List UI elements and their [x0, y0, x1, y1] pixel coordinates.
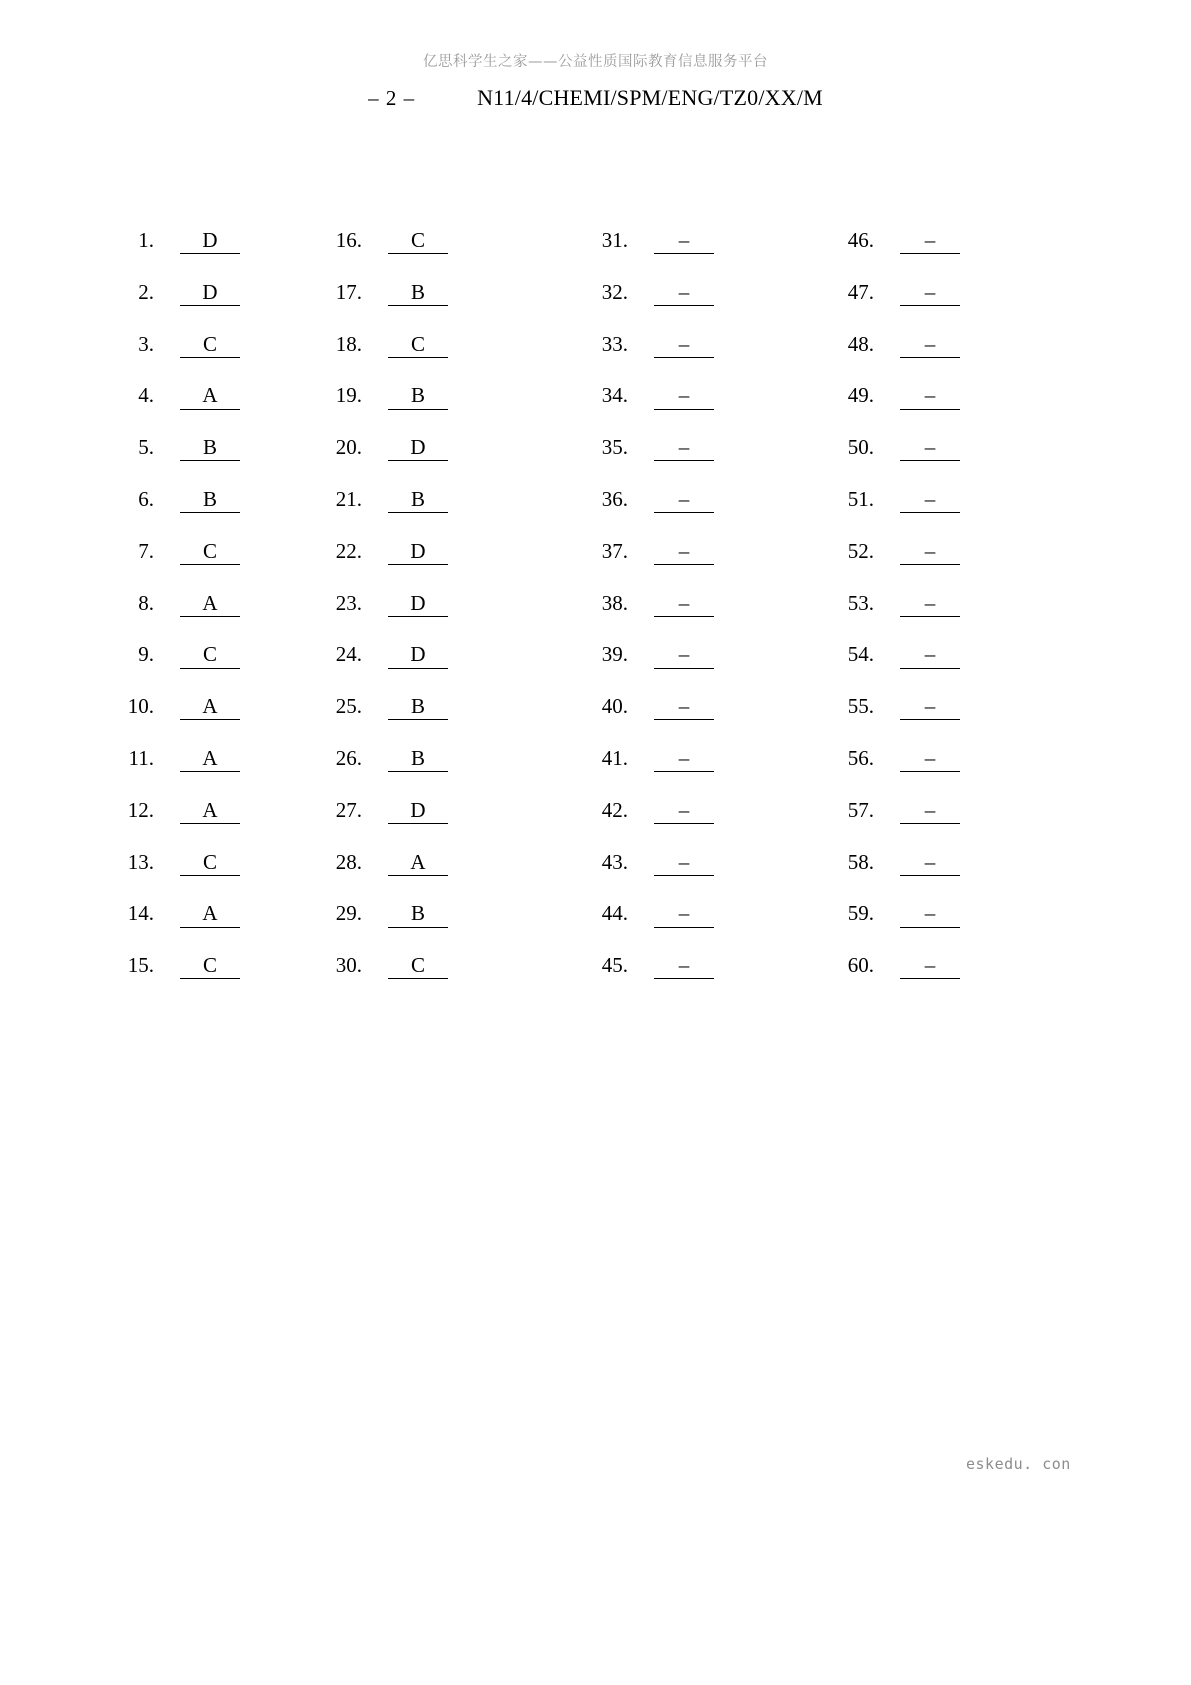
question-number: 56. [847, 745, 874, 770]
question-number: 52. [847, 538, 874, 563]
answer-value: A [180, 798, 240, 824]
question-number: 23. [335, 590, 362, 615]
answer-value: C [180, 642, 240, 668]
answer-row [574, 383, 714, 435]
question-number: 44. [601, 901, 628, 926]
answer-value: B [388, 746, 448, 772]
answer-row [308, 746, 448, 798]
question-number: 59. [847, 901, 874, 926]
question-number: 58. [847, 849, 874, 874]
question-number: 53. [847, 590, 874, 615]
answer-row [574, 850, 714, 902]
answer-row [308, 694, 448, 746]
answer-value: – [654, 539, 714, 565]
question-number: 48. [847, 331, 874, 356]
bottom-watermark: eskedu. con [966, 1455, 1071, 1473]
answer-row [100, 901, 240, 953]
answer-value: – [900, 694, 960, 720]
answer-value: D [180, 228, 240, 254]
answer-row [820, 228, 960, 280]
answer-value: C [180, 953, 240, 979]
question-number: 39. [601, 642, 628, 667]
answer-value: – [900, 435, 960, 461]
answer-value: A [180, 383, 240, 409]
question-number: 14. [127, 901, 154, 926]
answer-row [820, 591, 960, 643]
question-number: 30. [335, 953, 362, 978]
answer-row [820, 746, 960, 798]
answer-value: – [654, 383, 714, 409]
question-number: 25. [335, 694, 362, 719]
question-number: 32. [601, 279, 628, 304]
answer-value: – [654, 850, 714, 876]
answer-row [308, 280, 448, 332]
answer-value: – [900, 591, 960, 617]
answer-row [308, 642, 448, 694]
answer-row [308, 953, 448, 1005]
answer-row [100, 694, 240, 746]
question-number: 2. [138, 279, 154, 304]
answer-value: – [900, 850, 960, 876]
question-number: 57. [847, 797, 874, 822]
top-watermark: 亿思科学生之家——公益性质国际教育信息服务平台 [423, 54, 768, 70]
answer-value: – [654, 280, 714, 306]
question-number: 46. [847, 228, 874, 252]
answer-row [820, 953, 960, 1005]
answer-row [820, 487, 960, 539]
answer-value: C [180, 539, 240, 565]
answer-value: C [388, 332, 448, 358]
answer-column-2 [308, 228, 448, 1005]
answer-row [820, 280, 960, 332]
answer-row [574, 642, 714, 694]
answer-value: – [654, 901, 714, 927]
answer-row [574, 746, 714, 798]
answer-value: – [900, 642, 960, 668]
answer-row [100, 798, 240, 850]
answer-value: B [388, 487, 448, 513]
question-number: 3. [138, 331, 154, 356]
question-number: 29. [335, 901, 362, 926]
answer-row [100, 591, 240, 643]
question-number: 27. [335, 797, 362, 822]
question-number: 20. [335, 435, 362, 460]
answer-value: – [654, 228, 714, 254]
question-number: 50. [847, 435, 874, 460]
question-number: 16. [335, 228, 362, 252]
answer-value: A [180, 901, 240, 927]
answer-value: A [388, 850, 448, 876]
answer-value: – [900, 487, 960, 513]
answer-row [574, 280, 714, 332]
answer-value: B [388, 383, 448, 409]
answer-row [308, 332, 448, 384]
answer-value: – [900, 539, 960, 565]
answer-value: B [180, 487, 240, 513]
question-number: 45. [601, 953, 628, 978]
answer-row [100, 487, 240, 539]
question-number: 43. [601, 849, 628, 874]
answer-value: C [388, 953, 448, 979]
answer-value: – [900, 228, 960, 254]
question-number: 31. [601, 228, 628, 252]
answer-value: – [900, 798, 960, 824]
answer-value: D [388, 642, 448, 668]
answer-row [820, 435, 960, 487]
question-number: 37. [601, 538, 628, 563]
question-number: 36. [601, 486, 628, 511]
answer-row [308, 487, 448, 539]
answer-value: C [180, 332, 240, 358]
answer-column-1 [100, 228, 240, 1005]
answer-row [100, 642, 240, 694]
question-number: 35. [601, 435, 628, 460]
question-number: 21. [335, 486, 362, 511]
question-number: 17. [335, 279, 362, 304]
answer-value: – [900, 746, 960, 772]
answer-value: – [900, 280, 960, 306]
answer-value: D [388, 539, 448, 565]
answer-value: D [388, 591, 448, 617]
question-number: 19. [335, 383, 362, 408]
answer-row [308, 539, 448, 591]
question-number: 60. [847, 953, 874, 978]
answer-row [574, 591, 714, 643]
question-number: 9. [138, 642, 154, 667]
answer-row [820, 383, 960, 435]
answer-row [574, 332, 714, 384]
question-number: 8. [138, 590, 154, 615]
answer-value: C [388, 228, 448, 254]
question-number: 12. [127, 797, 154, 822]
question-number: 10. [127, 694, 154, 719]
question-number: 42. [601, 797, 628, 822]
answer-row [574, 694, 714, 746]
question-number: 18. [335, 331, 362, 356]
question-number: 11. [128, 745, 154, 770]
question-number: 41. [601, 745, 628, 770]
answer-value: – [654, 953, 714, 979]
answer-value: C [180, 850, 240, 876]
answer-row [308, 850, 448, 902]
answer-row [100, 746, 240, 798]
question-number: 24. [335, 642, 362, 667]
answer-value: A [180, 746, 240, 772]
answer-value: – [900, 953, 960, 979]
question-number: 54. [847, 642, 874, 667]
answer-row [100, 850, 240, 902]
answer-row [574, 487, 714, 539]
answer-value: A [180, 591, 240, 617]
question-number: 49. [847, 383, 874, 408]
answer-value: – [654, 798, 714, 824]
question-number: 22. [335, 538, 362, 563]
answer-row [100, 383, 240, 435]
answer-value: – [900, 383, 960, 409]
question-number: 40. [601, 694, 628, 719]
question-number: 55. [847, 694, 874, 719]
question-number: 38. [601, 590, 628, 615]
answer-row [574, 228, 714, 280]
answer-row [308, 383, 448, 435]
answer-value: – [900, 901, 960, 927]
answer-value: – [654, 435, 714, 461]
page-number: – 2 – [368, 86, 416, 110]
question-number: 13. [127, 849, 154, 874]
question-number: 51. [847, 486, 874, 511]
answer-row [308, 901, 448, 953]
answer-row [574, 901, 714, 953]
page-header [0, 85, 1191, 111]
question-number: 7. [138, 538, 154, 563]
question-number: 1. [138, 228, 154, 252]
question-number: 4. [138, 383, 154, 408]
paper-code: N11/4/CHEMI/SPM/ENG/TZ0/XX/M [477, 85, 823, 110]
answer-value: – [654, 642, 714, 668]
answer-row [820, 694, 960, 746]
question-number: 28. [335, 849, 362, 874]
answer-value: – [900, 332, 960, 358]
answer-row [820, 332, 960, 384]
answer-value: B [388, 901, 448, 927]
answer-value: D [180, 280, 240, 306]
answer-row [308, 228, 448, 280]
answer-row [308, 798, 448, 850]
answer-value: B [180, 435, 240, 461]
answer-row [574, 798, 714, 850]
answer-row [820, 901, 960, 953]
question-number: 34. [601, 383, 628, 408]
answer-value: – [654, 332, 714, 358]
answer-row [820, 642, 960, 694]
answer-value: A [180, 694, 240, 720]
answer-value: D [388, 798, 448, 824]
answer-row [574, 435, 714, 487]
question-number: 47. [847, 279, 874, 304]
answer-value: D [388, 435, 448, 461]
answer-row [574, 539, 714, 591]
question-number: 5. [138, 435, 154, 460]
answer-row [308, 591, 448, 643]
answer-row [100, 228, 240, 280]
answer-value: B [388, 694, 448, 720]
answer-row [574, 953, 714, 1005]
question-number: 33. [601, 331, 628, 356]
answer-row [820, 850, 960, 902]
answer-row [100, 539, 240, 591]
answer-column-4 [820, 228, 960, 1005]
answer-value: – [654, 694, 714, 720]
answer-row [100, 435, 240, 487]
question-number: 6. [138, 486, 154, 511]
answer-row [308, 435, 448, 487]
answer-row [820, 798, 960, 850]
answer-row [100, 953, 240, 1005]
answer-value: B [388, 280, 448, 306]
answer-column-3 [574, 228, 714, 1005]
answer-row [100, 280, 240, 332]
answer-row [100, 332, 240, 384]
answer-value: – [654, 591, 714, 617]
answer-value: – [654, 746, 714, 772]
answer-row [820, 539, 960, 591]
answer-value: – [654, 487, 714, 513]
question-number: 26. [335, 745, 362, 770]
question-number: 15. [127, 953, 154, 978]
